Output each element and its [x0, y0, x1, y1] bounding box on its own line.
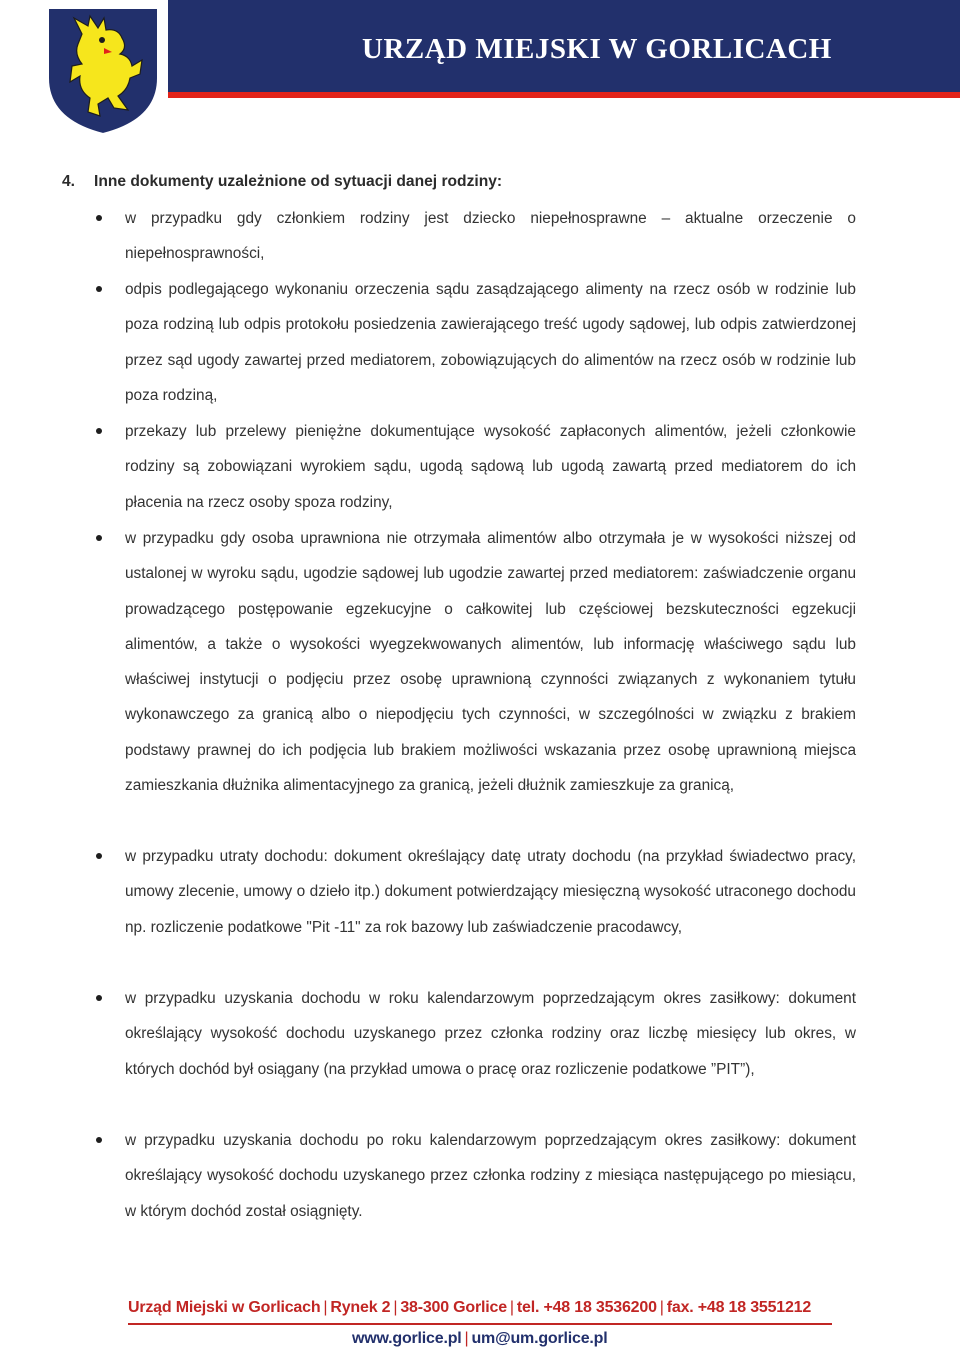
list-item-text: odpis podlegającego wykonaniu orzeczenia sądu zasądzającego alimenty na rzecz osób w rodzinie lub poza rodziną lub odpis protokołu posiedzenia zawierającego treść ugody sądowej, lub odpis zatwierdzonej przez sąd ugody zawartej przed mediatorem, zobowiązujących do alimentów na rzecz osób w rodzinie lub poza rodziną, [125, 281, 856, 404]
bullet-icon [96, 215, 102, 221]
footer-separator: | [393, 1299, 398, 1316]
footer-separator: | [509, 1299, 514, 1316]
footer-office-name: Urząd Miejski w Gorlicach [128, 1299, 321, 1316]
section-number: 4. [62, 173, 76, 190]
footer-separator: | [464, 1330, 469, 1347]
bullet-icon [96, 995, 102, 1001]
footer-fax: fax. +48 18 3551212 [666, 1299, 812, 1316]
list-item-text: w przypadku uzyskania dochodu po roku kalendarzowym poprzedzającym okres zasiłkowy: dokument określający wysokość dochodu uzyskanego przez członka rodziny z miesiąca następującego po miesiącu, w którym dochód został osiągnięty. [125, 1132, 856, 1220]
footer-email-link[interactable]: um@um.gorlice.pl [471, 1330, 608, 1347]
bullet-icon [96, 428, 102, 434]
list-item-text: przekazy lub przelewy pieniężne dokumentujące wysokość zapłaconych alimentów, jeżeli członkowie rodziny są zobowiązani wyrokiem sądu, ugodą sądową lub ugodą zawartą przed mediatorem do ich płacenia na rzecz osoby spoza rodziny, [125, 423, 856, 511]
section-title: Inne dokumenty uzależnione od sytuacji danej rodziny: [94, 173, 503, 190]
bullet-icon [96, 286, 102, 292]
list-item-text: w przypadku gdy członkiem rodziny jest dziecko niepełnosprawne – aktualne orzeczenie o niepełnosprawności, [125, 210, 856, 263]
bullet-icon [96, 853, 102, 859]
list-item-text: w przypadku uzyskania dochodu w roku kalendarzowym poprzedzającym okres zasiłkowy: dokument określający wysokość dochodu uzyskanego przez członka rodziny oraz liczbę miesięcy lub okres, w których dochód był osiągany (na przykład umowa o pracę oraz rozliczenie podatkowe ”PIT”), [125, 990, 856, 1078]
bullet-icon [96, 1137, 102, 1143]
footer-street: Rynek 2 [330, 1299, 391, 1316]
list-item-text: w przypadku gdy osoba uprawniona nie otrzymała alimentów albo otrzymała je w wysokości niższej od ustalonej w wyroku sądu, ugodzie sądowej lub ugodzie zawartej przed mediatorem: zaświadczenie organu prowadzącego postępowanie egzekucyjne o całkowitej lub częściowej bezskuteczności egzekucji alimentów, a także o wysokości wyegzekwowanych alimentów, lub informację właściwego sądu lub właściwej instytucji o podjęciu przez osobę uprawnioną czynności związanych z wykonaniem tytułu wykonawczego za granicą albo o niepodjęciu tych czynności, w szczególności w związku z brakiem podstawy prawnej do ich podjęcia lub brakiem możliwości wskazania przez osobę uprawnioną miejsca zamieszkania dłużnika alimentacyjnego za granicą, jeżeli dłużnik zamieszkuje za granicą, [125, 530, 856, 795]
header-accent-line [168, 92, 960, 98]
list-item-text: w przypadku utraty dochodu: dokument określający datę utraty dochodu (na przykład świadectwo pracy, umowy zlecenie, umowy o dzieło itp.) dokument potwierdzający miesięczną wysokość utraconego dochodu np. rozliczenie podatkowe "Pit -11" za rok bazowy lub zaświadczenie pracodawcy, [125, 848, 856, 936]
letterhead-header [0, 0, 960, 148]
header-title: URZĄD MIEJSKI W GORLICACH [362, 33, 832, 65]
coat-of-arms-icon [44, 4, 162, 136]
bullet-icon [96, 535, 102, 541]
footer-postcode: 38-300 Gorlice [400, 1299, 507, 1316]
footer-separator: | [659, 1299, 664, 1316]
letterhead-footer [0, 1285, 960, 1353]
footer-separator: | [323, 1299, 328, 1316]
footer-divider [128, 1323, 832, 1325]
section-heading [62, 166, 862, 198]
documents-section [62, 166, 862, 1220]
footer-contact [352, 1328, 832, 1350]
footer-website-link[interactable]: www.gorlice.pl [352, 1330, 462, 1347]
footer-phone: tel. +48 18 3536200 [516, 1299, 657, 1316]
footer-address [128, 1297, 832, 1319]
